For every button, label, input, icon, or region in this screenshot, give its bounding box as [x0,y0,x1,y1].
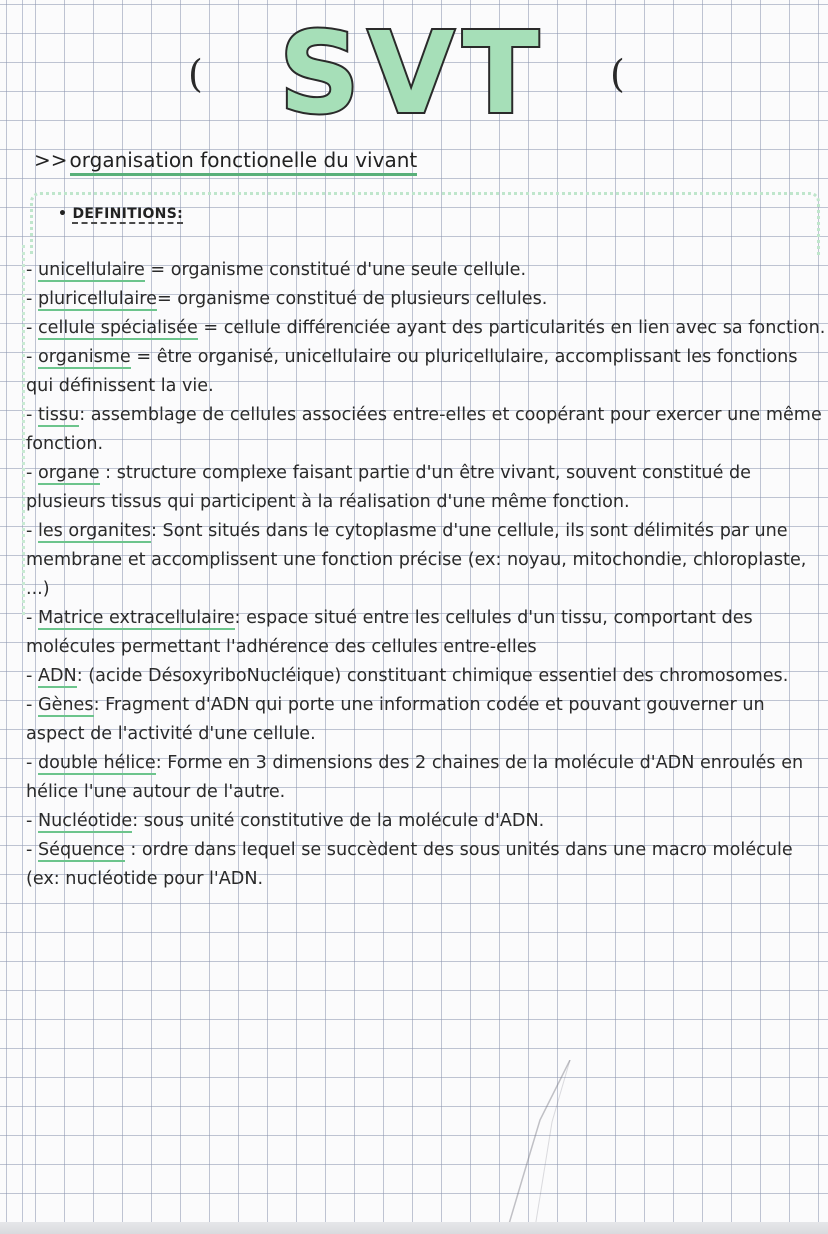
definition-term: cellule spécialisée [37,318,198,338]
definition-term: unicellulaire [37,260,145,280]
definition-term: organe [37,463,100,483]
definition-separator: : [151,521,163,541]
definition-separator: : [132,811,144,831]
definition-text: organisme constitué d'une seule cellule. [170,260,527,280]
definition-text: assemblage de cellules associées entre-elles et coopérant pour exercer une même fonction. [26,405,822,454]
definition-text: organisme constitué de plusieurs cellules. [177,289,548,309]
definition-item [26,749,826,807]
definition-text: ordre dans lequel se succèdent des sous unités dans une macro molécule (ex: nucléotide pour l'ADN. [26,840,793,889]
page-heading [34,148,417,172]
definition-term: double hélice [37,753,156,773]
heading-prefix: >> [34,148,68,172]
definition-dash: - [26,260,38,280]
definition-dash: - [26,695,38,715]
definition-item [26,517,826,604]
definitions-list [26,256,826,894]
definition-dash: - [26,666,38,686]
definition-term: Gènes [37,695,94,715]
definition-term: pluricellulaire [37,289,157,309]
definition-item [26,836,826,894]
heading-text: organisation fonctionelle du vivant [70,148,418,176]
punch-hole-left: ( [188,52,203,96]
definition-dash: - [26,289,38,309]
definition-term: ADN [37,666,77,686]
definition-separator: = [144,260,171,280]
definition-text: Fragment d'ADN qui porte une information codée et pouvant gouverner un aspect de l'activité d'une cellule. [26,695,765,744]
definition-item [26,285,826,314]
definition-item [26,314,826,343]
definition-separator: : [76,666,89,686]
definition-term: les organites [37,521,151,541]
definition-separator: : [124,840,142,860]
definition-dash: - [26,753,38,773]
definition-text: Sont situés dans le cytoplasme d'une cellule, ils sont délimités par une membrane et accomplissent une fonction précise (ex: noyau, mitochondie, chloroplaste, ...) [26,521,807,599]
definition-text: Forme en 3 dimensions des 2 chaines de la molécule d'ADN enroulés en hélice l'une autour de l'autre. [26,753,804,802]
definition-separator: : [234,608,247,628]
definition-term: Séquence [37,840,125,860]
svt-logo [278,14,548,132]
definition-separator: = [197,318,224,338]
definition-dash: - [26,608,38,628]
definition-text: sous unité constitutive de la molécule d'ADN. [143,811,545,831]
definition-item [26,343,826,401]
definition-text: structure complexe faisant partie d'un être vivant, souvent constitué de plusieurs tissus qui participent à la réalisation d'une même fonction. [26,463,751,512]
definitions-label: DEFINITIONS: [72,206,183,222]
bullet-dot: • [58,206,73,222]
definition-dash: - [26,521,38,541]
punch-hole-right: ( [610,52,625,96]
definition-item [26,691,826,749]
definition-text: cellule différenciée ayant des particularités en lien avec sa fonction. [223,318,826,338]
definition-item [26,662,826,691]
logo-text: SVT [279,14,547,132]
definition-separator: = [130,347,157,367]
definition-term: Matrice extracellulaire [37,608,235,628]
definition-term: organisme [37,347,131,367]
definition-dash: - [26,840,38,860]
definition-dash: - [26,811,38,831]
definition-separator: : [93,695,106,715]
definition-item [26,401,826,459]
definition-term: Nucléotide [37,811,133,831]
definition-dash: - [26,347,38,367]
page-bottom-edge [0,1222,828,1234]
definition-text: espace situé entre les cellules d'un tissu, comportant des molécules permettant l'adhérence des cellules entre-elles [26,608,753,657]
definition-item [26,807,826,836]
definition-item [26,459,826,517]
definition-separator: = [156,289,178,309]
definition-dash: - [26,405,38,425]
definition-text: (acide DésoxyriboNucléique) constituant chimique essentiel des chromosomes. [88,666,789,686]
paper-crease [500,1060,590,1234]
definition-item [26,604,826,662]
definition-dash: - [26,463,38,483]
definition-item [26,256,826,285]
margin-line [22,0,23,1234]
definition-separator: : [155,753,168,773]
definition-text: être organisé, unicellulaire ou pluricellulaire, accomplissant les fonctions qui définissent la vie. [26,347,798,396]
definition-separator: : [79,405,91,425]
definition-dash: - [26,318,38,338]
definition-term: tissu [37,405,80,425]
definitions-subheading [58,206,183,222]
definition-separator: : [99,463,117,483]
